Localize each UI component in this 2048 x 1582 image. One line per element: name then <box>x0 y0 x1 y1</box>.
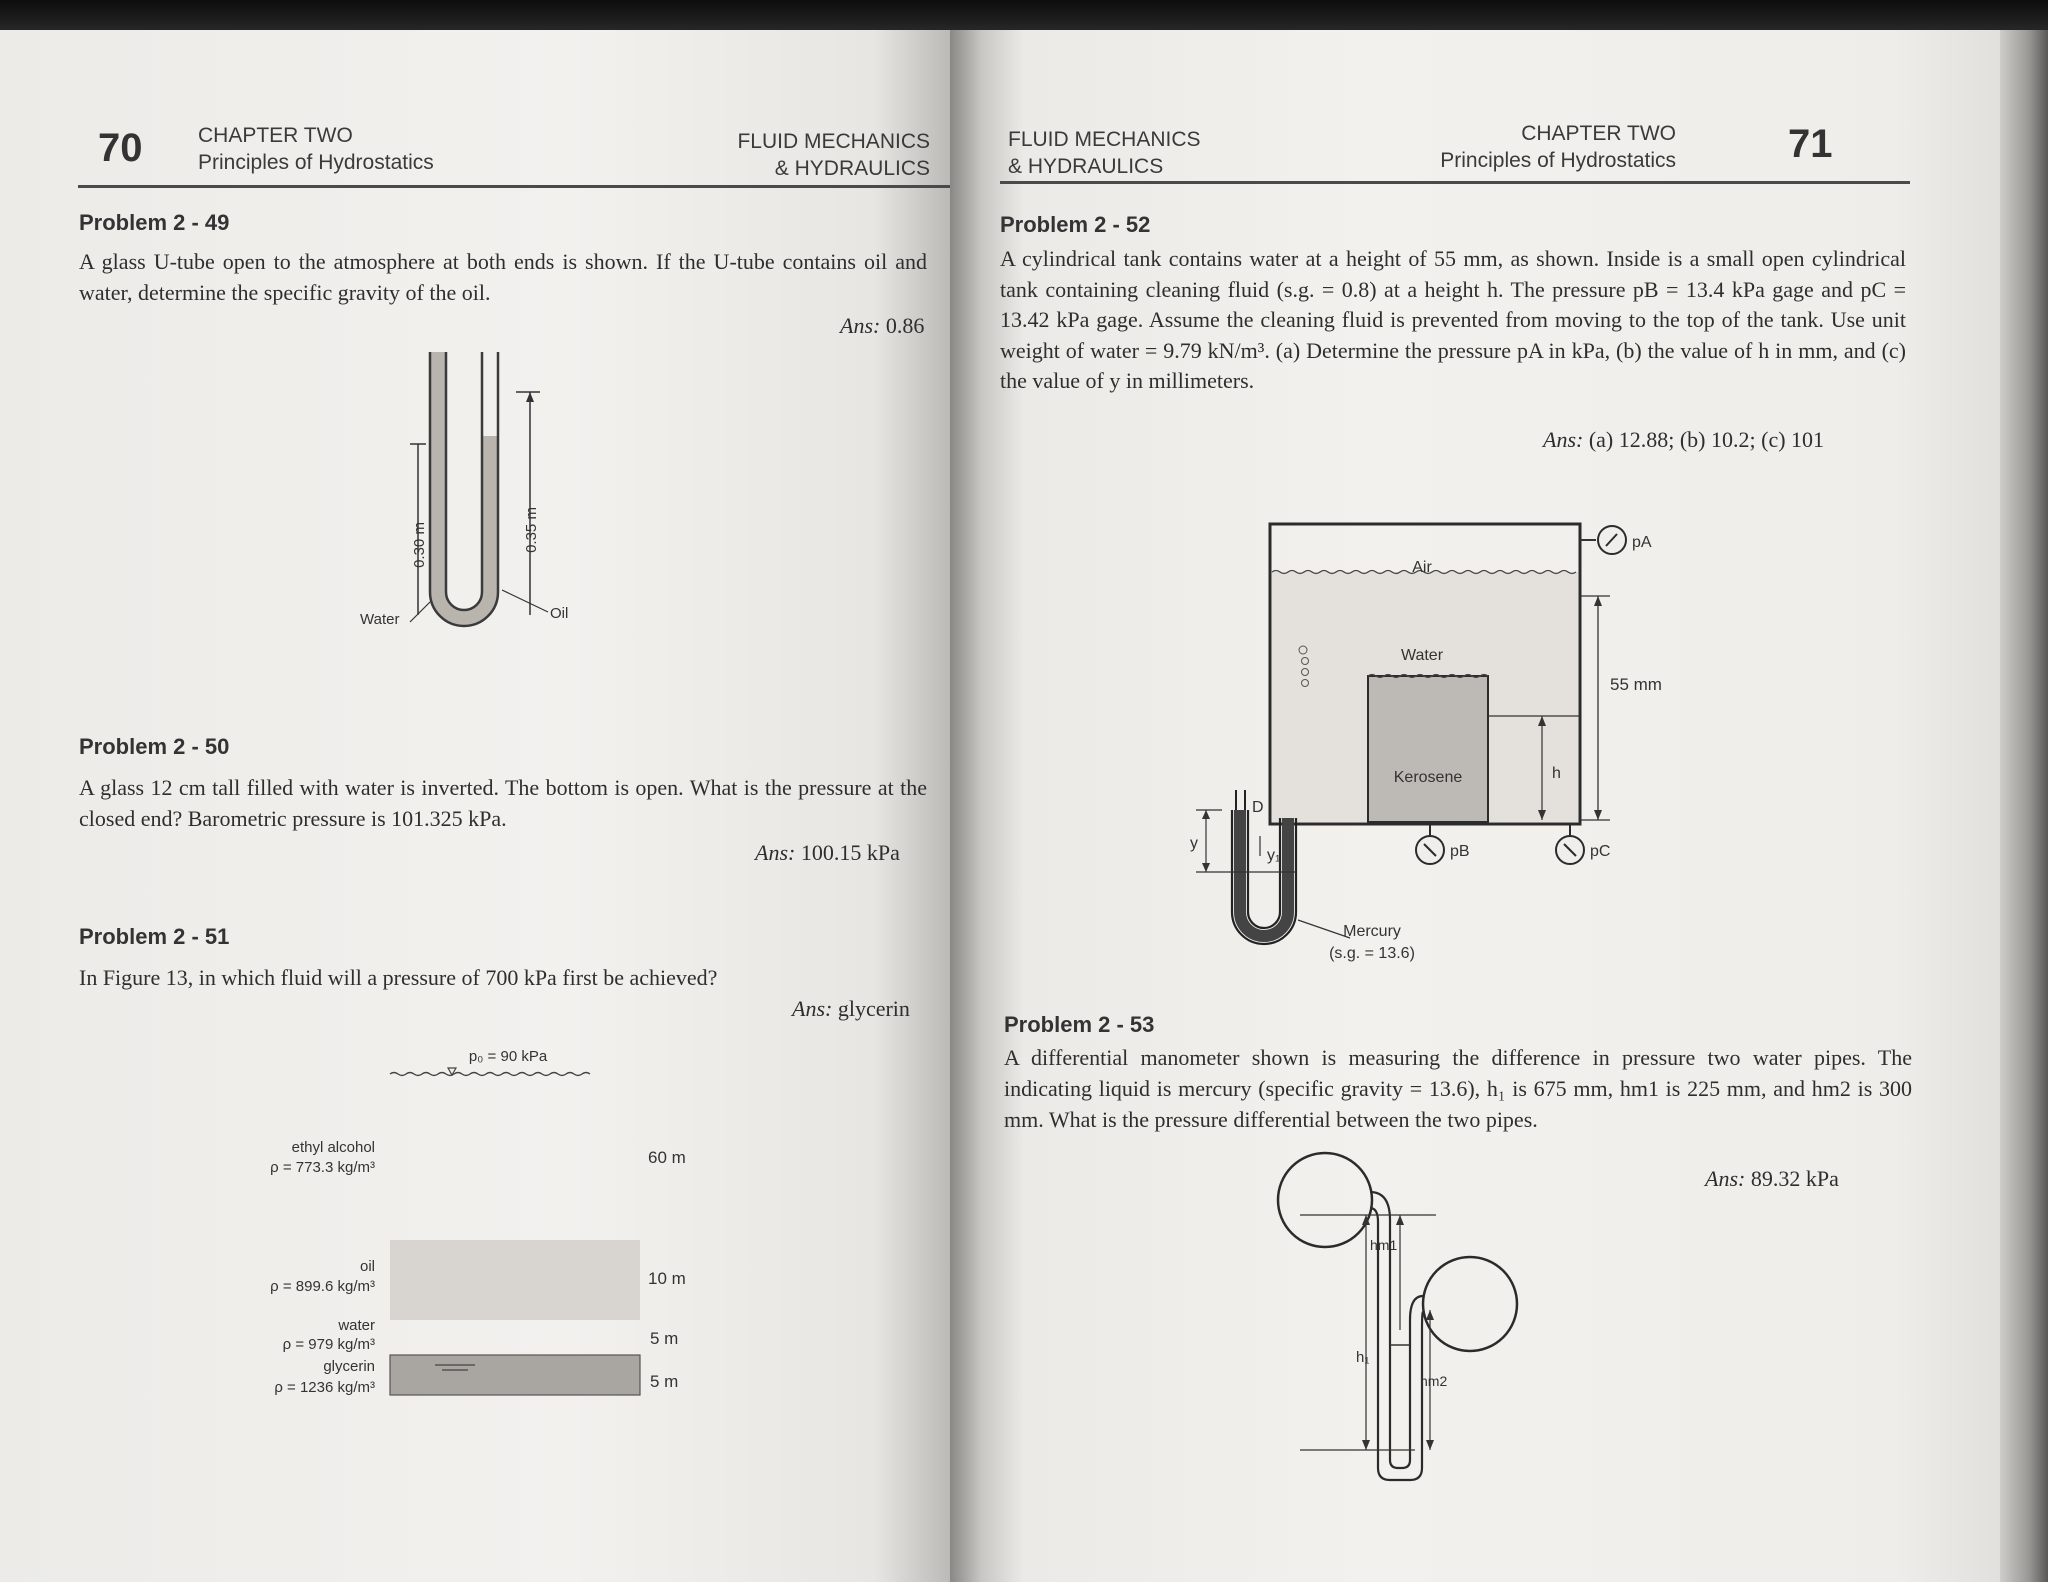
problem-title: Problem 2 - 49 <box>79 210 230 235</box>
left-page <box>0 30 950 1582</box>
book-header-left <box>700 128 930 182</box>
layer-name: glycerin <box>323 1358 375 1375</box>
layer-depth: 60 m <box>648 1148 686 1167</box>
layer-depth: 5 m <box>650 1372 679 1391</box>
book-title-line-2: & HYDRAULICS <box>1008 155 1164 178</box>
tube-left-outer <box>1370 1192 1390 1460</box>
chapter-subtitle: Principles of Hydrostatics <box>1440 149 1676 172</box>
chapter-subtitle: Principles of Hydrostatics <box>198 151 434 174</box>
book-header-right <box>1008 126 1201 180</box>
page-number-right: 71 <box>1788 122 1833 166</box>
free-surface <box>390 1073 590 1076</box>
pipe-1 <box>1278 1153 1372 1247</box>
oil-label: Oil <box>550 605 569 622</box>
pc-label: pC <box>1590 843 1611 860</box>
problem-text: In Figure 13, in which fluid will a pressure of 700 kPa first be achieved? <box>79 965 718 990</box>
pipe-2 <box>1423 1257 1517 1351</box>
water-label: Water <box>1400 647 1444 664</box>
problem-title: Problem 2 - 53 <box>1004 1012 1155 1037</box>
h1-label: h₁ <box>1356 1349 1370 1366</box>
answer: Ans: 89.32 kPa <box>1705 1166 1839 1191</box>
left-height-label: 0.30 m <box>411 522 428 568</box>
book-edge <box>2000 30 2048 1582</box>
height-55-label: 55 mm <box>1610 675 1662 694</box>
problem-title: Problem 2 - 50 <box>79 734 230 759</box>
layered-fluid-figure <box>230 1030 770 1420</box>
manometer-inner <box>1248 810 1280 928</box>
page-number-left: 70 <box>98 126 143 170</box>
hm1-label: hm1 <box>1370 1237 1398 1253</box>
y-label: y <box>1190 835 1198 852</box>
chapter-label: CHAPTER TWO <box>1521 122 1676 145</box>
book-title-line-2: & HYDRAULICS <box>774 157 930 180</box>
y1-label: y₁ <box>1267 847 1281 864</box>
layer-name: ethyl alcohol <box>291 1139 375 1156</box>
chapter-header-right <box>1420 120 1676 174</box>
problem-title: Problem 2 - 52 <box>1000 212 1151 237</box>
glycerin-layer <box>390 1355 640 1395</box>
answer: Ans: 0.86 <box>840 313 925 338</box>
book-title-line-1: FLUID MECHANICS <box>1008 128 1201 151</box>
kerosene-tank <box>1368 676 1488 822</box>
water-label: Water <box>360 611 400 628</box>
answer: Ans: (a) 12.88; (b) 10.2; (c) 101 <box>1543 427 1825 452</box>
u-tube-figure <box>340 340 590 660</box>
answer: Ans: 100.15 kPa <box>755 840 900 865</box>
right-page <box>950 30 2000 1582</box>
hm2-label: hm2 <box>1420 1373 1448 1389</box>
pa-label: pA <box>1632 534 1652 551</box>
layer-density: ρ = 1236 kg/m³ <box>274 1379 375 1396</box>
u-tube-inner-wall <box>446 352 482 610</box>
layer-depth: 5 m <box>650 1329 679 1348</box>
layer-name: oil <box>359 1258 375 1275</box>
mercury-sg-label: (s.g. = 13.6) <box>1329 945 1415 962</box>
answer: Ans: glycerin <box>792 996 910 1021</box>
problem-text: A glass U-tube open to the atmosphere at both ends is shown. If the U-tube contains oil and water, determine the specific gravity of the oil. <box>79 249 927 305</box>
problem-title: Problem 2 - 51 <box>79 924 230 949</box>
d-label: D <box>1252 799 1264 816</box>
layer-density: ρ = 773.3 kg/m³ <box>270 1159 375 1176</box>
layer-density: ρ = 979 kg/m³ <box>282 1336 375 1353</box>
layer-density: ρ = 899.6 kg/m³ <box>270 1278 375 1295</box>
problem-text: A differential manometer shown is measuring the difference in pressure two water pipes. The indicating liquid is mercury (specific gravity = 13.6), h₁ is 675 mm, hm1 is 225 mm, and hm2 is 300 mm. What is the pressure differential between the two pipes. <box>1004 1045 1912 1132</box>
header-rule <box>78 185 950 188</box>
air-label: Air <box>1412 559 1432 576</box>
h-label: h <box>1552 765 1561 782</box>
tank-figure <box>1160 500 1662 970</box>
layer-depth: 10 m <box>648 1269 686 1288</box>
right-height-label: 0.35 m <box>523 507 540 553</box>
layer-name: water <box>338 1317 375 1334</box>
book-title-line-1: FLUID MECHANICS <box>737 130 930 153</box>
kerosene-label: Kerosene <box>1393 769 1463 786</box>
pb-label: pB <box>1450 843 1470 860</box>
problem-text: A cylindrical tank contains water at a height of 55 mm, as shown. Inside is a small open cylindrical tank containing cleaning fluid (s.g. = 0.8) at a height h. The pressure pB = 13.4 kPa gage and pC = 13.42 kPa gage. Assume the cleaning fluid is prevented from moving to the top of the tank. Use unit weight of water = 9.79 kN/m³. (a) Determine the pressure pA in kPa, (b) the value of h in mm, and (c) the value of y in millimeters. <box>1000 246 1906 393</box>
chapter-label: CHAPTER TWO <box>198 124 353 147</box>
chapter-header-left <box>198 122 434 176</box>
top-shadow <box>0 0 2048 34</box>
problem-text: A glass 12 cm tall filled with water is inverted. The bottom is open. What is the pressure at the closed end? Barometric pressure is 101.325 kPa. <box>79 775 927 831</box>
surface-pressure-label: p₀ = 90 kPa <box>468 1048 548 1065</box>
header-rule <box>1000 181 1910 184</box>
differential-manometer-figure <box>1260 1150 1580 1510</box>
oil-layer <box>390 1240 640 1320</box>
mercury-label: Mercury <box>1343 923 1401 940</box>
